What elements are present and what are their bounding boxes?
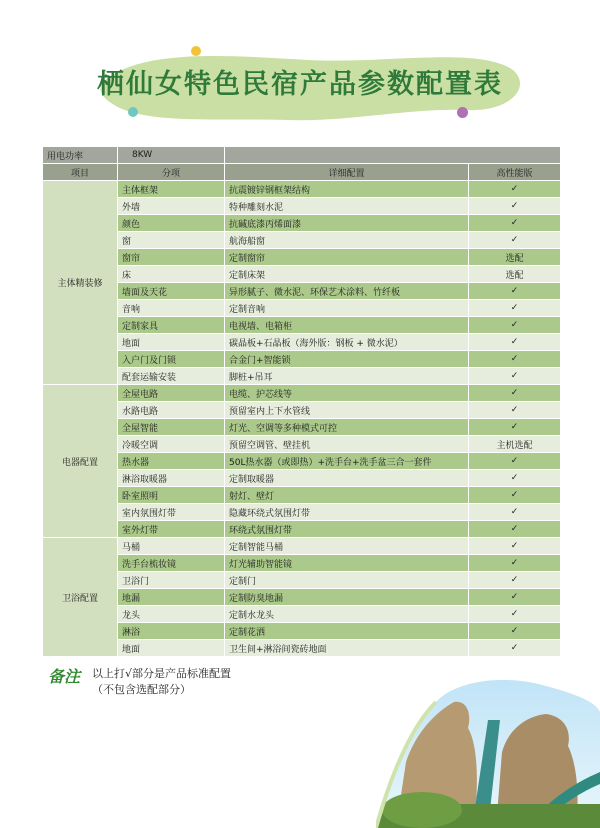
premium-value: ✓ <box>469 402 561 419</box>
table-row <box>43 368 561 385</box>
decor-dot-teal <box>128 107 138 117</box>
item-detail: 定制花洒 <box>225 623 469 640</box>
table-row <box>43 198 561 215</box>
premium-value: 选配 <box>469 249 561 266</box>
item-name: 洗手台梳妆镜 <box>118 555 225 572</box>
table-row <box>43 402 561 419</box>
header-detail: 详细配置 <box>225 164 469 181</box>
table-row <box>43 266 561 283</box>
note-line-1: 以上打√部分是产品标准配置 <box>92 667 232 680</box>
item-detail: 环绕式氛围灯带 <box>225 521 469 538</box>
note-line-2: （不包含选配部分） <box>92 683 191 696</box>
item-detail: 定制音响 <box>225 300 469 317</box>
table-row <box>43 300 561 317</box>
item-detail: 隐藏环绕式氛围灯带 <box>225 504 469 521</box>
item-detail: 异形腻子、微水泥、环保艺术涂料、竹纤板 <box>225 283 469 300</box>
table-row <box>43 419 561 436</box>
table-row <box>43 606 561 623</box>
premium-value: ✓ <box>469 453 561 470</box>
premium-value: ✓ <box>469 385 561 402</box>
item-detail: 定制窗帘 <box>225 249 469 266</box>
premium-value: ✓ <box>469 317 561 334</box>
header-row <box>43 164 561 181</box>
item-detail: 定制门 <box>225 572 469 589</box>
item-name: 窗 <box>118 232 225 249</box>
table-row <box>43 487 561 504</box>
item-name: 床 <box>118 266 225 283</box>
item-name: 室内氛围灯带 <box>118 504 225 521</box>
table-row <box>43 555 561 572</box>
premium-value: ✓ <box>469 181 561 198</box>
premium-value: ✓ <box>469 572 561 589</box>
premium-value: ✓ <box>469 198 561 215</box>
item-name: 冷暖空调 <box>118 436 225 453</box>
header-project: 项目 <box>43 164 118 181</box>
item-detail: 抗震镀锌钢框架结构 <box>225 181 469 198</box>
premium-value: 选配 <box>469 266 561 283</box>
table-row <box>43 249 561 266</box>
premium-value: ✓ <box>469 470 561 487</box>
header-premium: 高性能版 <box>469 164 561 181</box>
item-name: 入户门及门锁 <box>118 351 225 368</box>
item-name: 地面 <box>118 334 225 351</box>
item-detail: 碳晶板+石晶板（海外版：钢板 + 微水泥） <box>225 334 469 351</box>
table-row <box>43 504 561 521</box>
table-row <box>43 385 561 402</box>
decor-dot-purple <box>457 107 468 118</box>
item-detail: 定制水龙头 <box>225 606 469 623</box>
item-name: 淋浴取暖器 <box>118 470 225 487</box>
item-detail: 航海船窗 <box>225 232 469 249</box>
premium-value: ✓ <box>469 232 561 249</box>
item-name: 马桶 <box>118 538 225 555</box>
item-detail: 预留室内上下水管线 <box>225 402 469 419</box>
power-value: 8KW <box>118 147 225 164</box>
item-name: 热水器 <box>118 453 225 470</box>
item-name: 水路电路 <box>118 402 225 419</box>
item-name: 主体框架 <box>118 181 225 198</box>
item-name: 卫浴门 <box>118 572 225 589</box>
table-row <box>43 521 561 538</box>
table-row <box>43 215 561 232</box>
item-name: 地面 <box>118 640 225 657</box>
item-detail: 电视墙、电箱柜 <box>225 317 469 334</box>
power-empty <box>225 147 561 164</box>
item-name: 全屋智能 <box>118 419 225 436</box>
premium-value: 主机选配 <box>469 436 561 453</box>
premium-value: ✓ <box>469 606 561 623</box>
premium-value: ✓ <box>469 300 561 317</box>
item-detail: 合金门+智能锁 <box>225 351 469 368</box>
item-name: 窗帘 <box>118 249 225 266</box>
item-detail: 脚桩+吊耳 <box>225 368 469 385</box>
premium-value: ✓ <box>469 283 561 300</box>
table-row <box>43 640 561 657</box>
item-detail: 卫生间+淋浴间瓷砖地面 <box>225 640 469 657</box>
scenery-photo <box>376 672 600 828</box>
item-detail: 电缆、护芯线等 <box>225 385 469 402</box>
header-category: 分项 <box>118 164 225 181</box>
table-row <box>43 181 561 198</box>
premium-value: ✓ <box>469 368 561 385</box>
item-name: 定制家具 <box>118 317 225 334</box>
premium-value: ✓ <box>469 419 561 436</box>
premium-value: ✓ <box>469 555 561 572</box>
table-row <box>43 470 561 487</box>
premium-value: ✓ <box>469 215 561 232</box>
table-row <box>43 351 561 368</box>
item-detail: 灯光辅助智能镜 <box>225 555 469 572</box>
item-name: 外墙 <box>118 198 225 215</box>
item-detail: 定制防臭地漏 <box>225 589 469 606</box>
premium-value: ✓ <box>469 640 561 657</box>
premium-value: ✓ <box>469 504 561 521</box>
premium-value: ✓ <box>469 538 561 555</box>
power-row <box>43 147 561 164</box>
table-row <box>43 623 561 640</box>
item-detail: 抗碱底漆丙烯面漆 <box>225 215 469 232</box>
premium-value: ✓ <box>469 589 561 606</box>
item-name: 全屋电路 <box>118 385 225 402</box>
item-name: 颜色 <box>118 215 225 232</box>
item-name: 墙面及天花 <box>118 283 225 300</box>
premium-value: ✓ <box>469 351 561 368</box>
item-name: 地漏 <box>118 589 225 606</box>
table-row <box>43 538 561 555</box>
item-name: 配套运输安装 <box>118 368 225 385</box>
page-title: 栖仙女特色民宿产品参数配置表 <box>97 69 503 100</box>
table-row <box>43 589 561 606</box>
item-name: 淋浴 <box>118 623 225 640</box>
item-detail: 50L热水器（或即热）+洗手台+洗手盆三合一套件 <box>225 453 469 470</box>
premium-value: ✓ <box>469 623 561 640</box>
power-label: 用电功率 <box>43 147 118 164</box>
item-name: 音响 <box>118 300 225 317</box>
note-label: 备注 <box>48 667 81 686</box>
decor-dot-yellow <box>191 46 201 56</box>
config-table <box>42 146 561 657</box>
group-name: 主体精装修 <box>43 181 118 385</box>
group-name: 电器配置 <box>43 385 118 538</box>
item-name: 室外灯带 <box>118 521 225 538</box>
item-detail: 定制床架 <box>225 266 469 283</box>
item-detail: 射灯、壁灯 <box>225 487 469 504</box>
table-row <box>43 283 561 300</box>
item-detail: 定制智能马桶 <box>225 538 469 555</box>
item-detail: 预留空调管、壁挂机 <box>225 436 469 453</box>
premium-value: ✓ <box>469 334 561 351</box>
table-row <box>43 436 561 453</box>
item-detail: 特种雕刻水泥 <box>225 198 469 215</box>
table-row <box>43 232 561 249</box>
item-detail: 灯光、空调等多种模式可控 <box>225 419 469 436</box>
table-row <box>43 334 561 351</box>
premium-value: ✓ <box>469 521 561 538</box>
premium-value: ✓ <box>469 487 561 504</box>
item-name: 卧室照明 <box>118 487 225 504</box>
table-row <box>43 317 561 334</box>
item-name: 龙头 <box>118 606 225 623</box>
group-name: 卫浴配置 <box>43 538 118 657</box>
table-row <box>43 572 561 589</box>
table-row <box>43 453 561 470</box>
item-detail: 定制取暖器 <box>225 470 469 487</box>
